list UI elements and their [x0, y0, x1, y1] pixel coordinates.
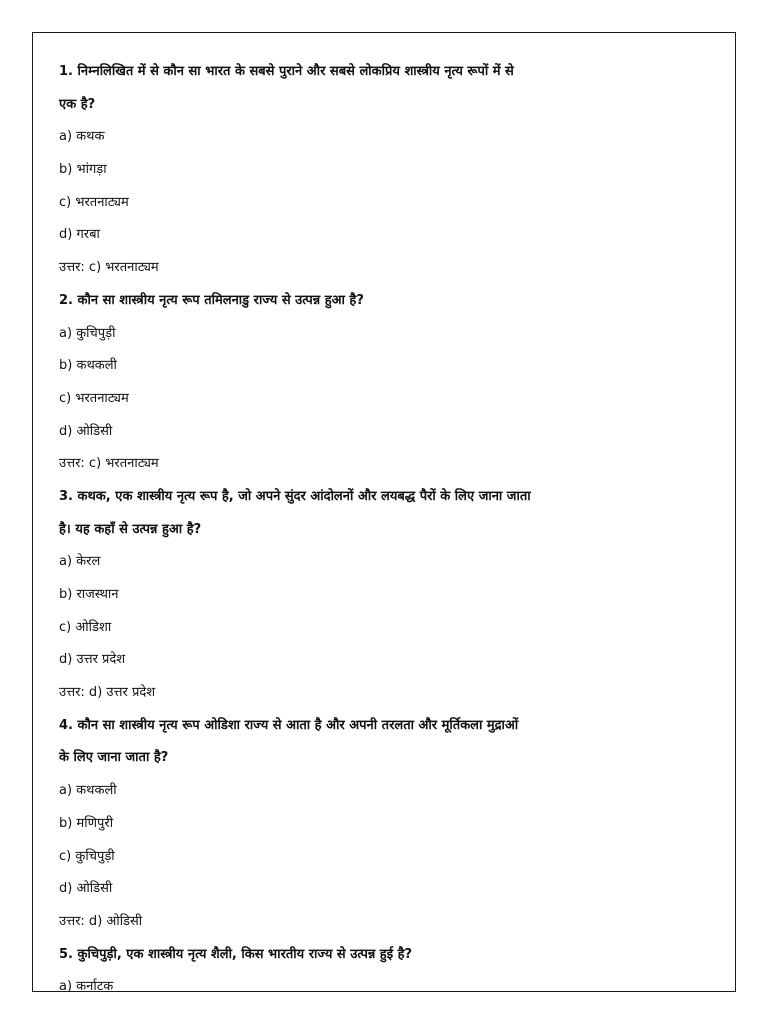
question-text: है। यह कहाँ से उत्पन्न हुआ है? — [59, 521, 202, 537]
question-block — [59, 481, 719, 710]
answer-option: c) कुचिपुड़ी — [59, 848, 115, 864]
answer-option: d) गरबा — [59, 227, 100, 243]
question-text: एक है? — [59, 96, 96, 112]
question-text: 2. कौन सा शास्त्रीय नृत्य रूप तमिलनाडु राज्य से उत्पन्न हुआ है? — [59, 292, 364, 308]
correct-answer: उत्तर: c) भरतनाट्यम — [59, 456, 159, 472]
question-text: 5. कुचिपुड़ी, एक शास्त्रीय नृत्य शैली, किस भारतीय राज्य से उत्पन्न हुई है? — [59, 946, 413, 962]
answer-option: b) राजस्थान — [59, 587, 119, 602]
quiz-content — [59, 56, 719, 992]
answer-option: a) कुचिपुड़ी — [59, 325, 116, 341]
answer-option: d) उत्तर प्रदेश — [59, 652, 126, 668]
question-block — [59, 56, 719, 285]
question-text: 4. कौन सा शास्त्रीय नृत्य रूप ओडिशा राज्य से आता है और अपनी तरलता और मूर्तिकला मुद्राओं — [59, 717, 519, 733]
question-block — [59, 939, 719, 992]
answer-option: b) मणिपुरी — [59, 815, 114, 831]
answer-option: a) केरल — [59, 554, 101, 570]
question-block — [59, 710, 719, 939]
correct-answer: उत्तर: d) उत्तर प्रदेश — [59, 685, 156, 701]
answer-option: a) कथक — [59, 129, 105, 145]
answer-option: a) कर्नाटक — [59, 979, 114, 992]
answer-option: d) ओडिसी — [59, 881, 113, 897]
answer-option: a) कथकली — [59, 783, 117, 799]
answer-option: c) भरतनाट्यम — [59, 194, 129, 210]
answer-option: b) कथकली — [59, 358, 117, 374]
question-text: 1. निम्नलिखित में से कौन सा भारत के सबसे पुराने और सबसे लोकप्रिय शास्त्रीय नृत्य रूपों में से — [59, 64, 514, 79]
correct-answer: उत्तर: c) भरतनाट्यम — [59, 260, 159, 276]
answer-option: c) भरतनाट्यम — [59, 390, 129, 406]
question-text: के लिए जाना जाता है? — [59, 750, 169, 766]
question-text: 3. कथक, एक शास्त्रीय नृत्य रूप है, जो अपने सुंदर आंदोलनों और लयबद्ध पैरों के लिए जाना जाता — [59, 488, 531, 504]
answer-option: b) भांगड़ा — [59, 162, 107, 178]
answer-option: c) ओडिशा — [59, 619, 112, 635]
answer-option: d) ओडिसी — [59, 423, 113, 439]
question-block — [59, 285, 719, 481]
document-page — [32, 32, 736, 992]
correct-answer: उत्तर: d) ओडिसी — [59, 913, 143, 929]
